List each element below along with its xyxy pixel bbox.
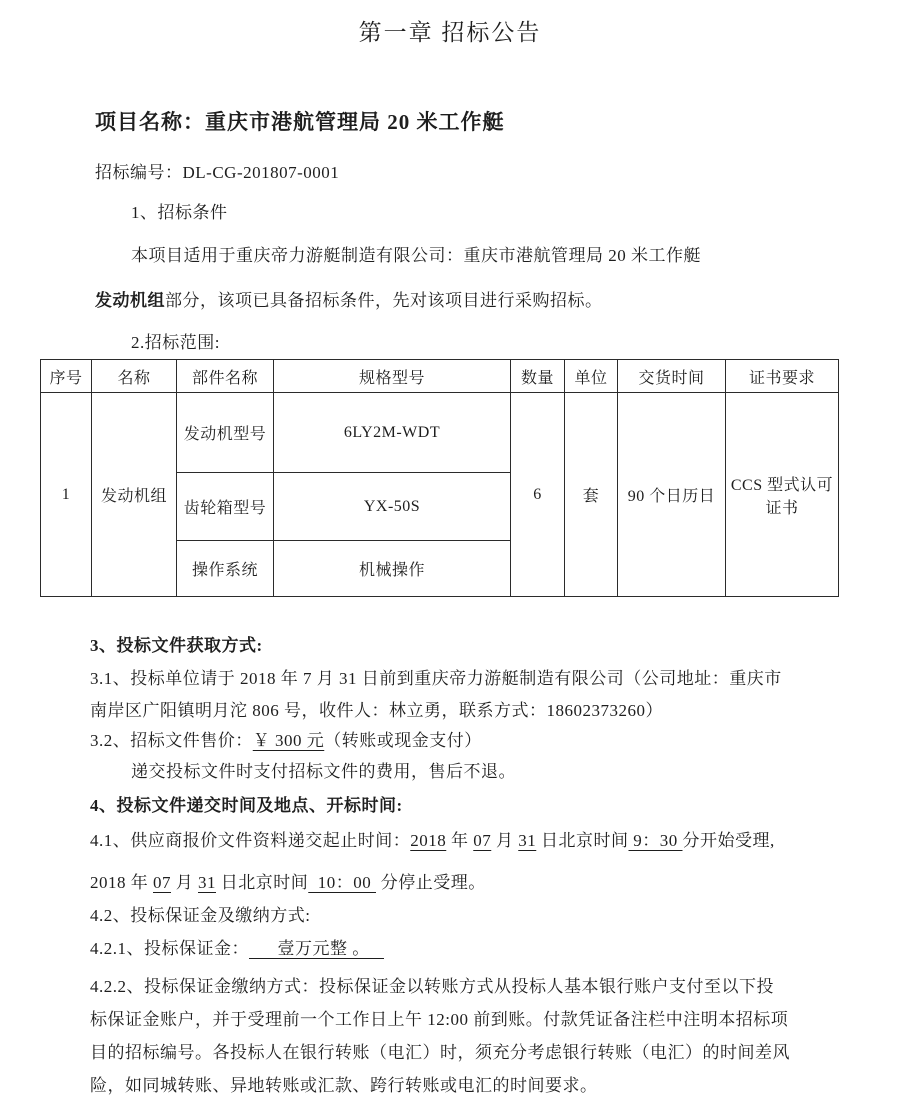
tender-number: 招标编号：DL-CG-201807-0001 — [95, 163, 340, 182]
chapter-title: 第一章 招标公告 — [358, 20, 542, 45]
start-time-underlined: 9：30 — [628, 831, 683, 850]
cell-part-1: 发动机型号 — [177, 393, 274, 473]
item-4-1-line-2: 2018 年 07 月 31 日北京时间 10：00 分停止受理。 — [90, 873, 486, 892]
section-4-heading: 4、投标文件递交时间及地点、开标时间: — [90, 796, 403, 815]
section-1-paragraph-line-1: 本项目适用于重庆帝力游艇制造有限公司：重庆市港航管理局 20 米工作艇 — [131, 246, 701, 265]
header-cert: 证书要求 — [726, 360, 839, 393]
end-day-underlined: 31 — [198, 873, 216, 892]
header-spec: 规格型号 — [274, 360, 511, 393]
item-4-2-heading: 4.2、投标保证金及缴纳方式: — [90, 906, 311, 925]
item-4-2-2-line-4: 险，如同城转账、异地转账或汇款、跨行转账或电汇的时间要求。 — [90, 1076, 598, 1095]
project-name: 项目名称：重庆市港航管理局 20 米工作艇 — [95, 110, 505, 134]
table-header-row — [41, 360, 839, 393]
section-1-paragraph-line-2-rest: 部分，该项已具备招标条件，先对该项目进行采购招标。 — [165, 291, 603, 310]
engine-unit-bold-text: 发动机组 — [95, 291, 165, 310]
section-1-paragraph-line-2 — [95, 289, 603, 313]
item-3-2-line — [90, 729, 482, 753]
item-3-2-prefix: 3.2、招标文件售价： — [90, 731, 253, 750]
header-seq: 序号 — [41, 360, 92, 393]
cell-delivery: 90 个日历日 — [618, 393, 726, 597]
section-1-heading: 1、招标条件 — [131, 203, 228, 222]
item-4-2-1-prefix: 4.2.1、投标保证金： — [90, 939, 249, 958]
item-3-2-suffix: （转账或现金支付） — [324, 731, 482, 750]
table-row-part-1 — [41, 393, 839, 473]
cell-part-2: 齿轮箱型号 — [177, 473, 274, 541]
cell-part-3: 操作系统 — [177, 541, 274, 597]
start-day-underlined: 31 — [518, 831, 537, 850]
item-4-2-2-line-1: 4.2.2、投标保证金缴纳方式：投标保证金以转账方式从投标人基本银行账户支付至以下投 — [90, 977, 774, 996]
deposit-amount-underlined: 壹万元整 。 — [249, 939, 384, 958]
document-price-underlined: ￥ 300 元 — [252, 731, 325, 750]
item-4-2-1-line — [90, 937, 384, 961]
start-year-underlined: 2018 — [410, 831, 447, 850]
section-2-heading: 2.招标范围: — [131, 333, 220, 352]
item-4-1-prefix: 4.1、供应商报价文件资料递交起止时间： — [90, 831, 411, 850]
section-3-note: 递交投标文件时支付招标文件的费用，售后不退。 — [131, 762, 516, 781]
header-unit: 单位 — [565, 360, 618, 393]
item-3-1-line-2: 南岸区广阳镇明月沱 806 号，收件人：林立勇，联系方式：18602373260） — [90, 701, 663, 720]
start-month-underlined: 07 — [473, 831, 492, 850]
item-3-1-line-1: 3.1、投标单位请于 2018 年 7 月 31 日前到重庆帝力游艇制造有限公司（公司地址：重庆市 — [90, 669, 782, 688]
section-3-heading: 3、投标文件获取方式: — [90, 636, 263, 655]
cell-spec-1: 6LY2M-WDT — [274, 393, 511, 473]
item-4-2-2-line-2: 标保证金账户，并于受理前一个工作日上午 12:00 前到账。付款凭证备注栏中注明本招标项 — [90, 1010, 789, 1029]
cell-spec-3: 机械操作 — [274, 541, 511, 597]
item-4-1-line-1: 4.1、供应商报价文件资料递交起止时间：2018 年 07 月 31 日北京时间 9：30 分开始受理, — [90, 831, 775, 850]
cell-spec-2: YX-50S — [274, 473, 511, 541]
cell-qty: 6 — [511, 393, 565, 597]
cell-cert: CCS 型式认可证书 — [726, 393, 839, 597]
item-4-2-2-line-3: 目的招标编号。各投标人在银行转账（电汇）时，须充分考虑银行转账（电汇）的时间差风 — [90, 1043, 790, 1062]
header-part: 部件名称 — [177, 360, 274, 393]
end-time-underlined: 10：00 — [308, 873, 376, 892]
cell-unit: 套 — [565, 393, 618, 597]
header-delivery: 交货时间 — [618, 360, 726, 393]
scope-table — [40, 359, 839, 597]
cell-seq: 1 — [41, 393, 92, 597]
header-qty: 数量 — [511, 360, 565, 393]
cell-name: 发动机组 — [92, 393, 177, 597]
header-name: 名称 — [92, 360, 177, 393]
end-month-underlined: 07 — [153, 873, 171, 892]
